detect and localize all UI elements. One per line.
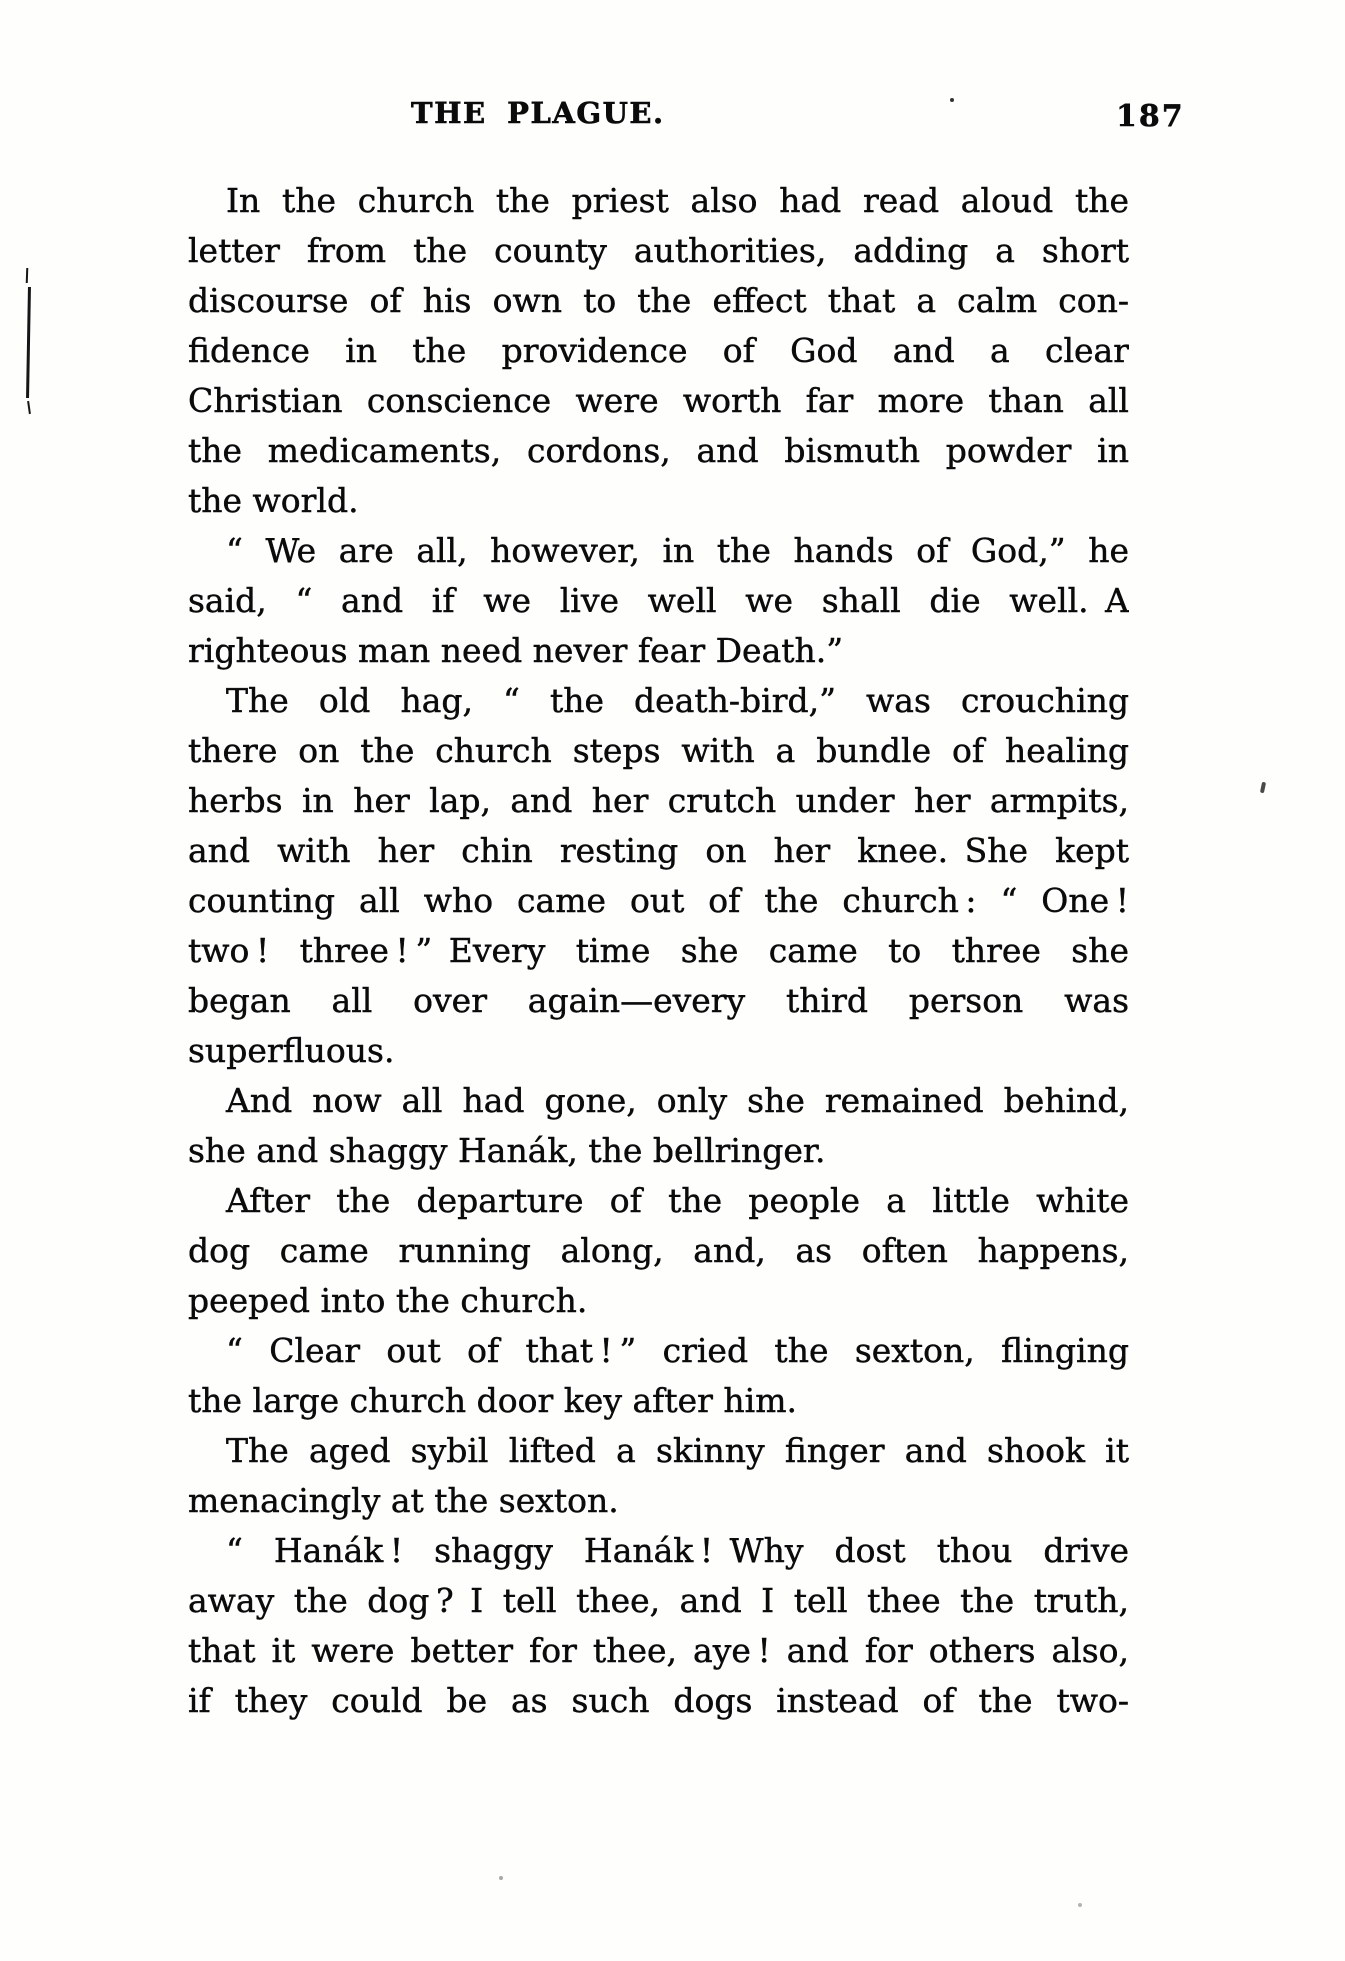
text-line: righteous man need never fear Death.” (188, 631, 844, 670)
scan-artifact-speck (1260, 782, 1266, 794)
scan-artifact-speck (950, 98, 954, 102)
page-number: 187 (1116, 99, 1185, 134)
text-line: peeped into the church. (188, 1281, 588, 1320)
text-line: “ Clear out of that ! ” cried the sexton, flinging (226, 1331, 1129, 1370)
text-line: In the church the priest also had read aloud the (226, 181, 1129, 220)
text-line: she and shaggy Hanák, the bellringer. (188, 1131, 826, 1170)
text-line: herbs in her lap, and her crutch under her armpits, (188, 781, 1129, 820)
text-line: superfluous. (188, 1031, 395, 1070)
text-line: After the departure of the people a little white (226, 1181, 1129, 1220)
running-head (0, 0, 1345, 150)
text-line: that it were better for thee, aye ! and for others also, (188, 1631, 1129, 1670)
scan-artifact-speck (1078, 1903, 1082, 1907)
scan-artifact-margin-line (26, 268, 29, 283)
text-line: the large church door key after him. (188, 1381, 797, 1420)
text-line: The aged sybil lifted a skinny finger and shook it (226, 1431, 1129, 1470)
text-line: two ! three ! ” Every time she came to three she (188, 931, 1129, 970)
text-line: and with her chin resting on her knee. She kept (188, 831, 1129, 870)
scan-artifact-margin-line (27, 401, 31, 414)
text-line: The old hag, “ the death-bird,” was crouching (226, 681, 1129, 720)
body-text (188, 176, 1129, 1726)
text-line: said, “ and if we live well we shall die well. A (188, 581, 1129, 620)
text-line: dog came running along, and, as often happens, (188, 1231, 1129, 1270)
text-line: “ We are all, however, in the hands of God,” he (226, 531, 1129, 570)
scan-artifact-speck (499, 1876, 503, 1880)
text-line: began all over again—every third person was (188, 981, 1129, 1020)
text-line: Christian conscience were worth far more than all (188, 381, 1129, 420)
text-line: And now all had gone, only she remained behind, (226, 1081, 1129, 1120)
scan-artifact-margin-line (26, 287, 31, 398)
text-line: letter from the county authorities, adding a short (188, 231, 1129, 270)
text-line: away the dog ? I tell thee, and I tell thee the truth, (188, 1581, 1129, 1620)
text-line: fidence in the providence of God and a clear (188, 331, 1129, 370)
text-line: counting all who came out of the church : “ One ! (188, 881, 1129, 920)
text-line: the medicaments, cordons, and bismuth powder in (188, 431, 1129, 470)
page-title: THE PLAGUE. (411, 96, 665, 130)
text-line: “ Hanák ! shaggy Hanák ! Why dost thou drive (226, 1531, 1129, 1570)
text-line: menacingly at the sexton. (188, 1481, 619, 1520)
text-line: the world. (188, 481, 359, 520)
text-line: if they could be as such dogs instead of the two- (188, 1681, 1129, 1720)
text-line: discourse of his own to the effect that a calm con- (188, 281, 1129, 320)
text-line: there on the church steps with a bundle of healing (188, 731, 1129, 770)
